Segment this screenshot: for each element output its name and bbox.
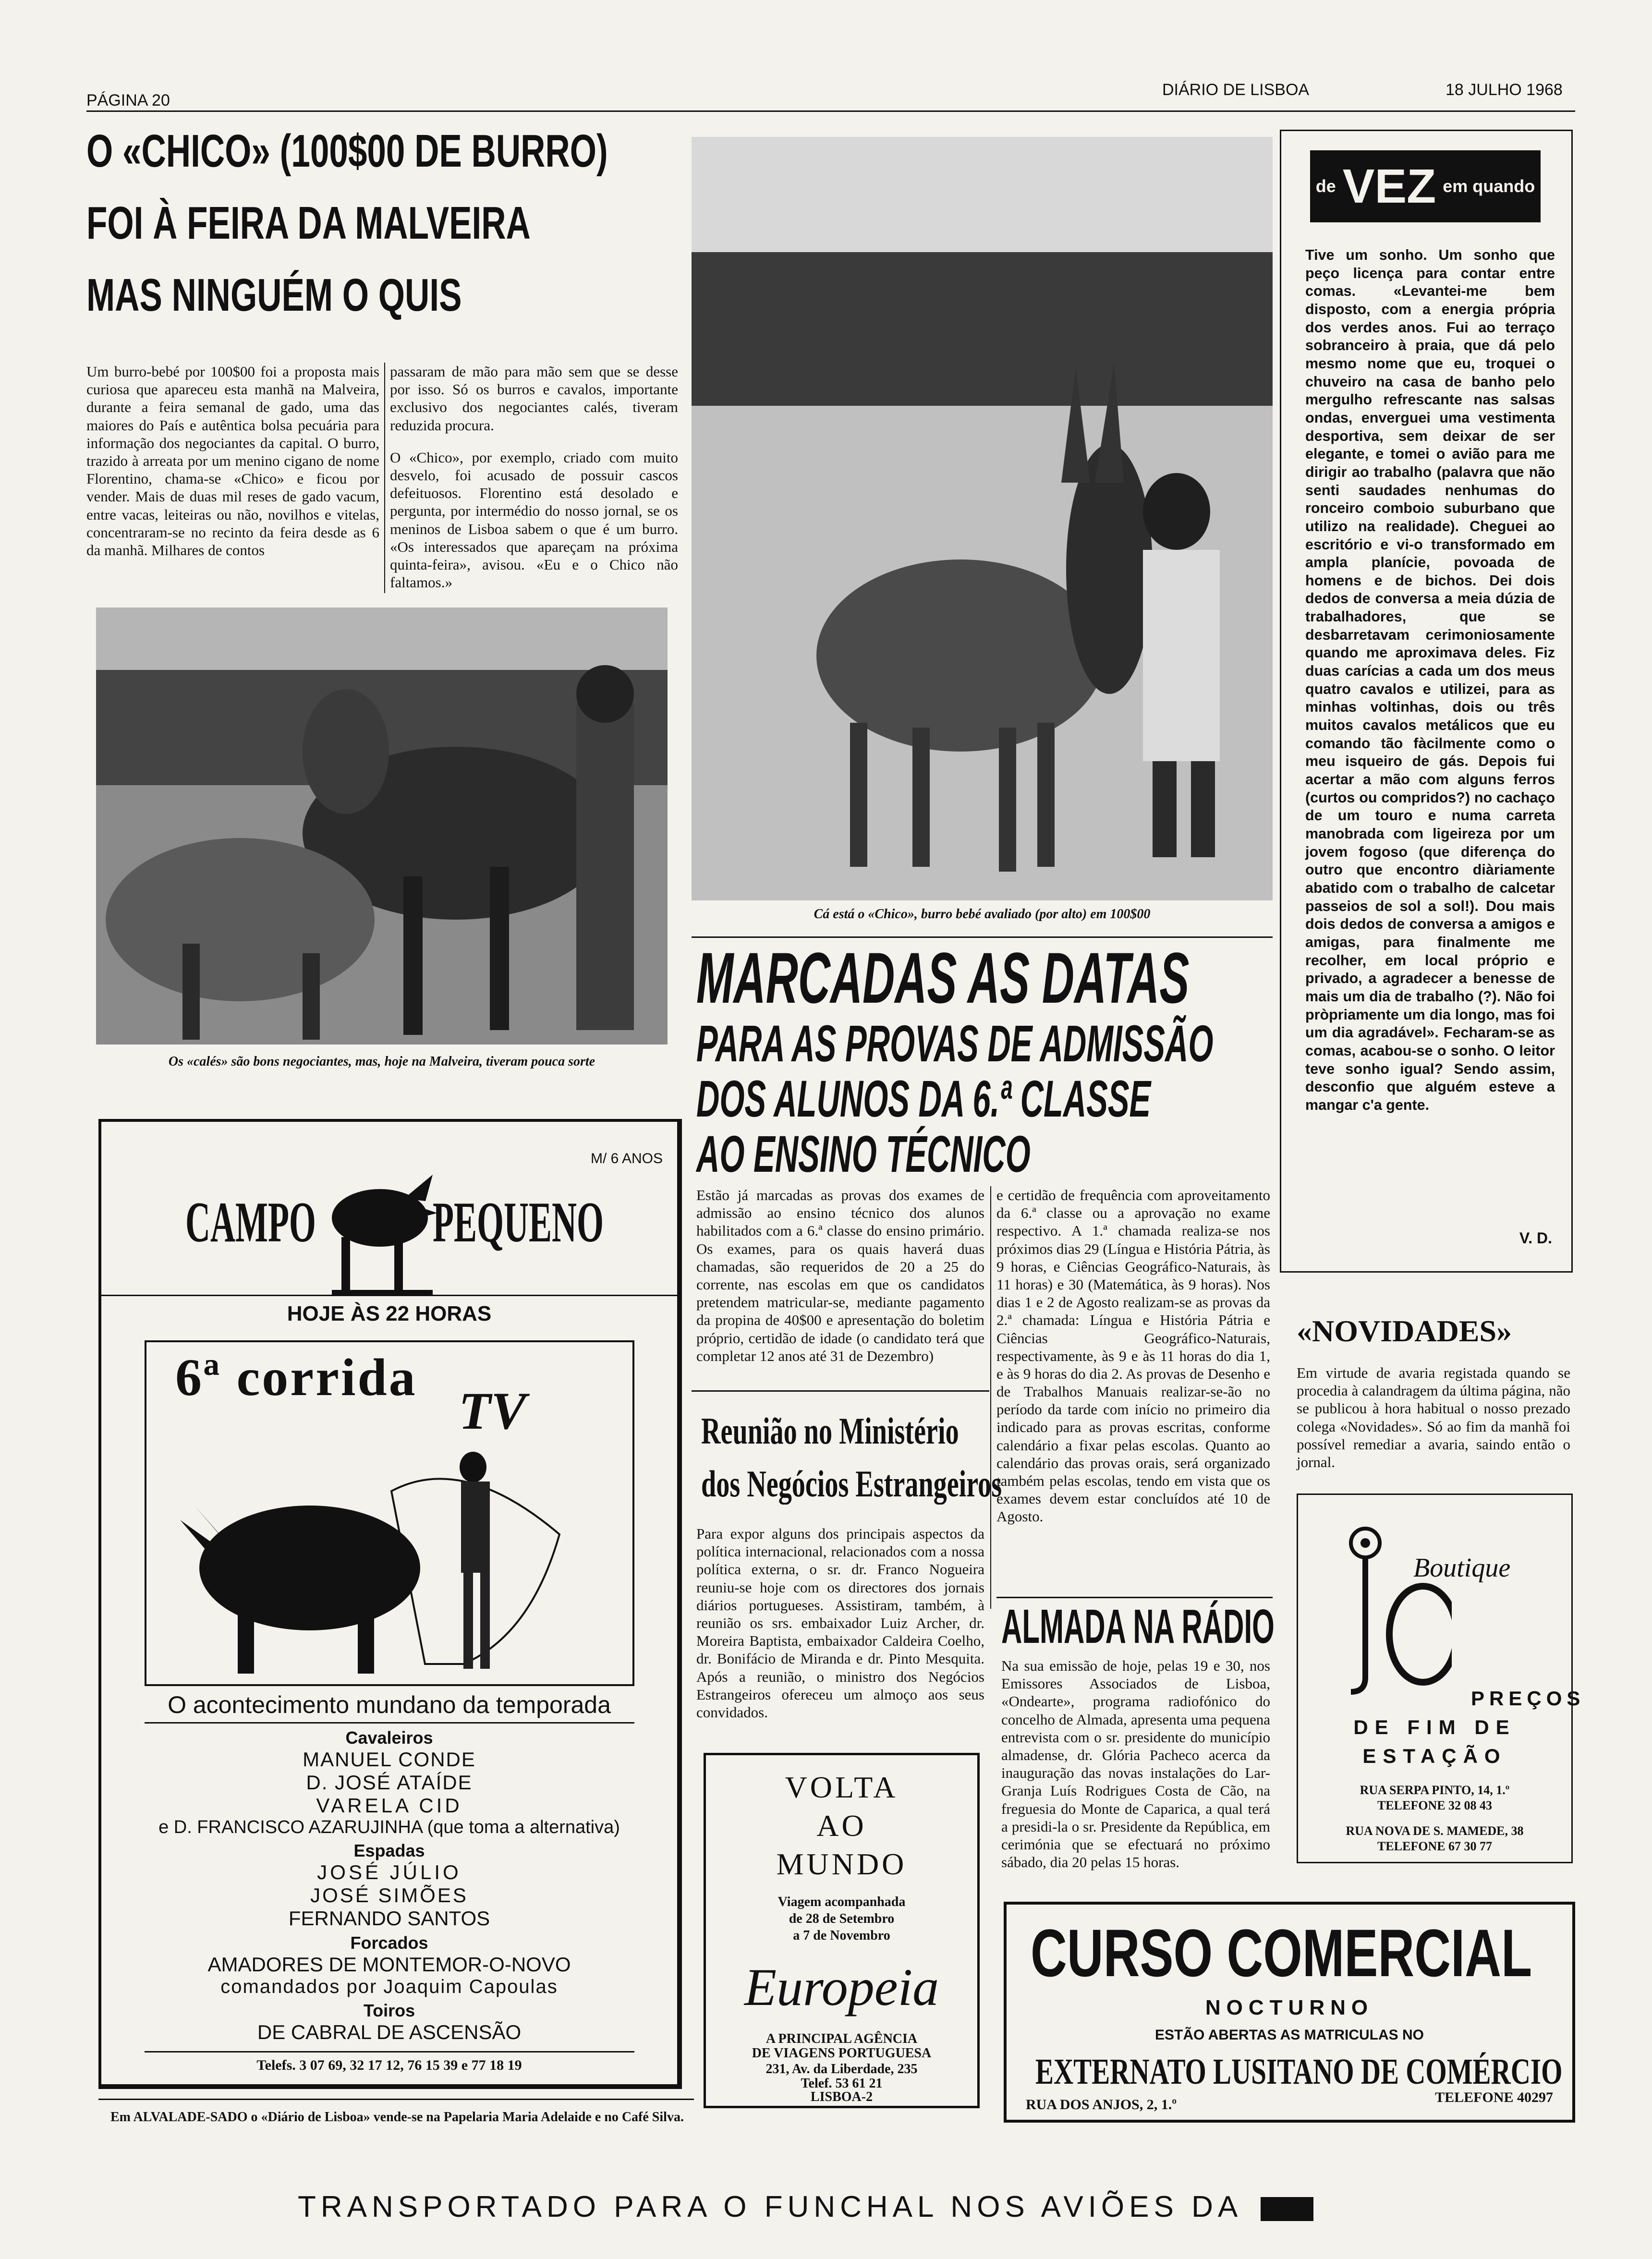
curso-open-note: ESTÃO ABERTAS AS MATRICULAS NO [1155, 2027, 1424, 2043]
bull-logo-icon [322, 1155, 442, 1300]
chico-col2 [390, 363, 678, 594]
almada-title: ALMADA NA RÁDIO [1001, 1600, 1275, 1653]
chico-col-rule [384, 363, 385, 593]
volta-city: LISBOA-2 [810, 2089, 873, 2104]
cavaleiro-1: MANUEL CONDE [303, 1748, 476, 1771]
curso-school: EXTERNATO LUSITANO DE COMÉRCIO [1035, 2052, 1563, 2092]
espada-1: JOSÉ JÚLIO [317, 1861, 462, 1883]
espada-3: FERNANDO SANTOS [288, 1907, 490, 1930]
cales-photo-image [96, 607, 668, 1044]
campo-rating: M/ 6 ANOS [590, 1151, 663, 1166]
bullfighter-illustration [166, 1433, 617, 1678]
alvalade-note: Em ALVALADE-SADO o «Diário de Lisboa» vende-se na Papelaria Maria Adelaide e no Café Silva. [110, 2110, 684, 2125]
campo-name-right: PEQUENO [433, 1190, 604, 1254]
alvalade-rule [98, 2099, 694, 2100]
volta-line2: AO [816, 1809, 867, 1843]
chico-col1-text: Um burro-bebé por 100$00 foi a proposta mais curiosa que apareceu esta manhã na Malveira, durante a feira semanal de gado, uma das maiores do País e autêntica bolsa pecuária para informação dos negociantes da capital. O burro, trazido à arreata por um menino cigano de nome Florentino, chama-se «Chico» e ficou por vender. Mais de duas mil reses de gado vacum, entre vacas, leiteiras ou não, novilhos e vitelas, concentraram-se no recinto da feira desde as 6 da manhã. Milhares de contos [86, 363, 379, 559]
reuniao-body: Para expor alguns dos principais aspectos da política internacional, relacionados com a nossa política externa, o sr. dr. Franco Nogueira reuniu-se hoje com os directores dos jornais diários portugueses. Assistiram, também, à reunião os srs. embaixador Luiz Archer, dr. Moreira Baptista, embaixador Caldeira Coelho, dr. Bonifácio de Miranda e dr. Pinto Mesquita. Após a reunião, o ministro dos Negócios Estrangeiros ofereceu um almoço aos seus convidados. [696, 1525, 984, 1721]
curso-subtitle: NOCTURNO [1205, 1996, 1374, 2019]
reuniao-title-2: dos Negócios Estrangeiros [701, 1463, 1002, 1505]
chico-col2-para2: O «Chico», por exemplo, criado com muito desvelo, foi acusado de possuir cascos defeituosos. Florentino está desolado e pergunta, por intermédio do nosso jornal, se os meninos de Lisboa sabem o que é um burro. «Os interessados que apareçam na próxima quinta-feira», avisou. «Eu e o Chico não faltamos.» [390, 449, 678, 591]
campo-rule [101, 1295, 677, 1296]
marcadas-col1: Estão já marcadas as provas dos exames de admissão ao ensino técnico dos alunos habilitados com a 6.ª classe do ensino primário. Os exames, para os quais haverá duas chamadas, são requeridos de 20 a 25 do corrente, nas escolas em que os candidatos pretendem matricular-se, mediante pagamento da propina de 40$00 e apresentação do boletim próprio, certidão de idade (o candidato terá que completar 12 anos até 31 de Dezembro) [696, 1187, 984, 1364]
curso-comercial-ad [1004, 1902, 1575, 2123]
vez-logo [1310, 150, 1541, 222]
vez-box [1280, 130, 1573, 1273]
campo-phones: Telefs. 3 07 69, 32 17 12, 76 15 39 e 77 18 19 [256, 2057, 522, 2073]
toiros-heading: Toiros [363, 2001, 415, 2020]
vez-logo-vez: VEZ [1342, 159, 1436, 213]
toiros-breeder: DE CABRAL DE ASCENSÃO [257, 2021, 522, 2043]
cavaleiros-heading: Cavaleiros [345, 1728, 433, 1748]
boutique-tel1: TELEFONE 32 08 43 [1377, 1798, 1493, 1812]
chico-headline [86, 125, 692, 322]
masthead-rule [86, 110, 1575, 112]
boutique-tel2: TELEFONE 67 30 77 [1377, 1839, 1493, 1853]
volta-line1: VOLTA [785, 1770, 899, 1804]
cales-photo [96, 607, 668, 1044]
reuniao-top-rule [692, 1390, 989, 1392]
novidades-title: «NOVIDADES» [1297, 1314, 1512, 1348]
marcadas-sub3: AO ENSINO TÉCNICO [696, 1125, 1031, 1183]
boutique-flower-icon [1327, 1519, 1452, 1701]
espada-2: JOSÉ SIMÕES [310, 1884, 468, 1907]
marcadas-col2: e certidão de frequência com aproveitamento da 6.ª classe ou a aprovação no exame respectivo. A 1.ª chamada realiza-se nos próximos dias 29 (Língua e História Pátria, às 9 horas, e Ciências Geográfico-Naturais, às 11 horas) e 30 (Matemática, às 9 horas). Nos dias 1 e 2 de Agosto realizam-se as provas da 2.ª chamada: Língua e História Pátria e Ciências Geográfico-Naturais, respectivamente, às 9 e às 11 horas do dia 1, e às 9 horas do dia 2. As provas de Desenho e de Trabalhos Manuais realizar-se-ão no período da tarde com início no primeiro dia indicado para as provas escritas, conforme calendário a fixar pelas escolas. Quanto ao calendário das provas orais, será organizado também pelas escolas, tendo em vista que os exames devem estar concluídos até 10 de Agosto. [996, 1187, 1270, 1525]
forcados-2: comandados por Joaquim Capoulas [220, 1976, 558, 1997]
vez-logo-em-quando: em quando [1443, 176, 1535, 196]
vez-body: Tive um sonho. Um sonho que peço licença para contar entre comas. «Levantei-me bem disposto, com a energia própria dos verdes anos. Fui ao terraço sobranceiro à praia, que dá pelo mesmo nome que eu, troquei o chuveiro na casa de banho pelo mergulho refrescante nas salsas ondas, enverguei uma vestimenta desportiva, sem deixar de ser elegante, e tomei o avião para me dirigir ao trabalho (palavra que não senti saudades nenhumas do ronceiro comboio suburbano que utilizo na realidade). Cheguei ao escritório e vi-o transformado em ampla planície, povoada de homens e de bichos. Dei dois dedos de conversa a meia dúzia de trabalhadores, que se desbarretavam cerimoniosamente quando me aproximava deles. Fiz duas carícias a cada um dos meus quatro cavalos e utilizei, para as minhas voltinhas, dois ou três muitos cavalos metálicos que eu comando tão fàcilmente como o meu isqueiro de gás. Depois fui acertar a mão com alguns ferros (curtos ou compridos?) no cachaço de um touro e numa carreta manobrada com ligeireza por um jovem fogoso (que diferença do outro que encontro diàriamente abatido com o trabalho de calcetar passeios de sol a sol!). Dou mais dois dedos de conversa a amigos e amigas, para finalmente me recolher, em local próprio e privado, a agradecer a benesse de mais um dia de trabalho (?). Não foi pròpriamente um dia longo, mas foi um dia agradável». Fecharam-se as comas, acabou-se o sonho. O leitor teve sonho igual? Sendo assim, desconfio que alguém esteve a mangar c'a gente. [1305, 247, 1555, 1113]
volta-agency-2: DE VIAGENS PORTUGUESA [752, 2046, 932, 2061]
footer-text: TRANSPORTADO PARA O FUNCHAL NOS AVIÕES DA [298, 2190, 1241, 2223]
marcadas-sub2: DOS ALUNOS DA 6.ª CLASSE [696, 1069, 1151, 1128]
campo-pequeno-ad [98, 1119, 682, 2089]
espadas-heading: Espadas [353, 1841, 425, 1860]
europeia-logo: Europeia [744, 1958, 939, 2016]
marcadas-sub1: PARA AS PROVAS DE ADMISSÃO [696, 1014, 1214, 1072]
chico-headline-line3: MAS NINGUÉM O QUIS [86, 269, 462, 321]
chico-photo-image [692, 137, 1273, 900]
cavaleiro-3: VARELA CID [316, 1794, 462, 1817]
cales-photo-caption: Os «calés» são bons negociantes, mas, hoje na Malveira, tiveram pouca sorte [168, 1054, 595, 1069]
campo-bottom-rule [145, 2051, 634, 2053]
boutique-name: Boutique [1413, 1553, 1511, 1583]
corrida-box [145, 1340, 634, 1686]
novidades-body: Em virtude de avaria registada quando se procedia à calandragem da última página, não se publicou à hora habitual o nosso prezado colega «Novidades». Só ao fim da manhã foi possível remediar a avaria, saindo então o jornal. [1297, 1364, 1570, 1470]
chico-photo [692, 137, 1273, 900]
volta-trip-2: de 28 de Setembro [789, 1911, 895, 1926]
volta-trip-1: Viagem acompanhada [777, 1895, 906, 1909]
curso-address: RUA DOS ANJOS, 2, 1.º [1026, 2097, 1177, 2113]
campo-lineup [101, 1728, 677, 2044]
boutique-ad [1297, 1494, 1585, 1863]
airline-logo-icon [1261, 2197, 1313, 2221]
corrida-title: 6ª corrida [175, 1348, 417, 1407]
volta-line3: MUNDO [776, 1847, 907, 1881]
marcadas-col-rule [990, 1186, 991, 1609]
boutique-line2: DE FIM DE [1353, 1716, 1516, 1738]
marcadas-title: MARCADAS AS DATAS [696, 937, 1190, 1018]
issue-date: 18 JULHO 1968 [1446, 81, 1563, 99]
almada-body: Na sua emissão de hoje, pelas 19 e 30, nos Emissores Associados de Lisboa, «Ondearte», programa radiofónico do concelho de Almada, apresenta uma pequena entrevista com o sr. presidente do município almadense, dr. Glória Pacheco acerca da inauguração das novas instalações do Lar-Granja Luís Rodrigues Costa de Cão, na freguesia do Monte de Caparica, a qual terá a presidi-la o sr. Presidente da República, em cerimónia que se efectuará no próximo sábado, dia 20 pelas 15 horas. [1001, 1657, 1270, 1871]
campo-time: HOJE ÀS 22 HORAS [287, 1302, 492, 1325]
chico-photo-caption: Cá está o «Chico», burro bebé avaliado (por alto) em 100$00 [814, 907, 1151, 922]
volta-telephone: Telef. 53 61 21 [801, 2076, 883, 2091]
cavaleiro-2: D. JOSÉ ATAÍDE [306, 1771, 473, 1794]
cavaleiro-4: e D. FRANCISCO AZARUJINHA (que toma a alternativa) [158, 1817, 620, 1837]
chico-col2-para1: passaram de mão para mão sem que se desse por isso. Só os burros e cavalos, importante exclusivo dos negociantes calés, tiveram reduzida procura. [390, 363, 678, 434]
reuniao-title-1: Reunião no Ministério [701, 1410, 959, 1452]
footer-banner [298, 2190, 1313, 2224]
forcados-1: AMADORES DE MONTEMOR-O-NOVO [207, 1953, 571, 1976]
forcados-heading: Forcados [350, 1933, 428, 1953]
volta-agency-1: A PRINCIPAL AGÊNCIA [765, 2031, 918, 2046]
corrida-tv: TV [459, 1382, 526, 1440]
chico-headline-line2: FOI À FEIRA DA MALVEIRA [86, 197, 531, 249]
volta-address: 231, Av. da Liberdade, 235 [765, 2062, 918, 2077]
volta-trip-3: a 7 de Novembro [793, 1928, 890, 1943]
boutique-line1: PREÇOS [1471, 1687, 1585, 1710]
volta-ao-mundo-ad [704, 1753, 980, 2108]
boutique-line3: ESTAÇÃO [1362, 1745, 1507, 1767]
page-number: PÁGINA 20 [86, 91, 170, 109]
curso-telephone: TELEFONE 40297 [1435, 2089, 1553, 2105]
vez-signature: V. D. [1519, 1229, 1552, 1247]
chico-headline-line1: O «CHICO» (100$00 DE BURRO) [86, 125, 608, 177]
curso-title: CURSO COMERCIAL [1031, 1915, 1532, 1991]
campo-tagline: O acontecimento mundano da temporada [168, 1691, 611, 1718]
boutique-addr2: RUA NOVA DE S. MAMEDE, 38 [1346, 1824, 1524, 1838]
boutique-addr1: RUA SERPA PINTO, 14, 1.º [1360, 1783, 1510, 1797]
chico-col1 [86, 363, 379, 562]
vez-logo-de: de [1315, 176, 1336, 196]
campo-tag-rule [145, 1722, 634, 1724]
almada-top-rule [996, 1597, 1273, 1598]
campo-name-left: CAMPO [185, 1190, 316, 1254]
paper-name: DIÁRIO DE LISBOA [1162, 81, 1310, 99]
